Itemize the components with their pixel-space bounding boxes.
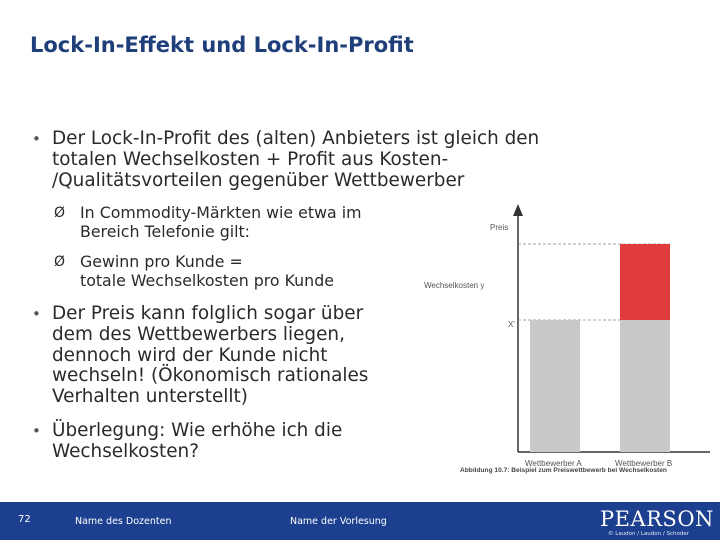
x-level-label: X'	[508, 320, 515, 329]
bar-switching-cost	[620, 244, 670, 320]
arrow-marker: Ø	[54, 254, 66, 270]
y-axis-arrow-icon	[513, 204, 523, 216]
footer-bar	[0, 502, 720, 540]
y-axis-label: Preis	[490, 223, 509, 232]
bullet-line: Wechselkosten?	[52, 440, 199, 462]
bar-competitor-a	[530, 320, 580, 452]
bullet-text	[52, 129, 657, 191]
figure-svg	[422, 200, 720, 480]
sub-bullet-text	[80, 204, 434, 241]
bullet-line: Der Preis kann folglich sogar über	[52, 303, 364, 324]
copyright-text: © Laudon / Laudon / Schoder	[608, 531, 689, 537]
bullet-marker: •	[32, 305, 41, 323]
bullet-line: Überlegung: Wie erhöhe ich die	[52, 420, 343, 441]
page-number: 72	[18, 514, 31, 525]
bullet-line: dem des Wettbewerbers liegen,	[52, 323, 345, 345]
bar-b-label: Wettbewerber B	[615, 459, 673, 468]
lecture-name: Name der Vorlesung	[290, 516, 387, 527]
figure-caption: Abbildung 10.7: Beispiel zum Preiswettbewerb bei Wechselkosten	[460, 467, 667, 474]
bar-competitor-b	[620, 320, 670, 452]
pearson-logo: PEARSON	[600, 507, 714, 531]
bullet-line: /Qualitätsvorteilen gegenüber Wettbewerber	[52, 169, 465, 191]
sub-bullet-line: totale Wechselkosten pro Kunde	[80, 270, 334, 290]
bullet-marker: •	[32, 130, 41, 148]
bullet-line: dennoch wird der Kunde nicht	[52, 344, 328, 366]
switching-cost-label: Wechselkosten y	[424, 281, 485, 290]
bullet-text	[52, 421, 452, 463]
bullet-marker: •	[32, 422, 41, 440]
arrow-marker: Ø	[54, 205, 66, 221]
sub-bullet-line: In Commodity-Märkten wie etwa im	[80, 203, 362, 222]
bullet-text	[52, 304, 452, 408]
lecturer-name: Name des Dozenten	[75, 516, 172, 527]
sub-bullet-line: Bereich Telefonie gilt:	[80, 221, 251, 241]
bar-a-label: Wettbewerber A	[525, 459, 582, 468]
bullet-line: Der Lock-In-Profit des (alten) Anbieters ist gleich den	[52, 128, 540, 149]
slide-title: Lock-In-Effekt und Lock-In-Profit	[30, 33, 414, 57]
bullet-line: totalen Wechselkosten + Profit aus Kosten-	[52, 148, 449, 170]
price-competition-figure	[422, 200, 720, 480]
sub-bullet-line: Gewinn pro Kunde =	[80, 252, 243, 271]
sub-bullet-text	[80, 253, 434, 290]
bullet-line: Verhalten unterstellt)	[52, 386, 248, 408]
bullet-line: wechseln! (Ökonomisch rationales	[52, 365, 369, 387]
